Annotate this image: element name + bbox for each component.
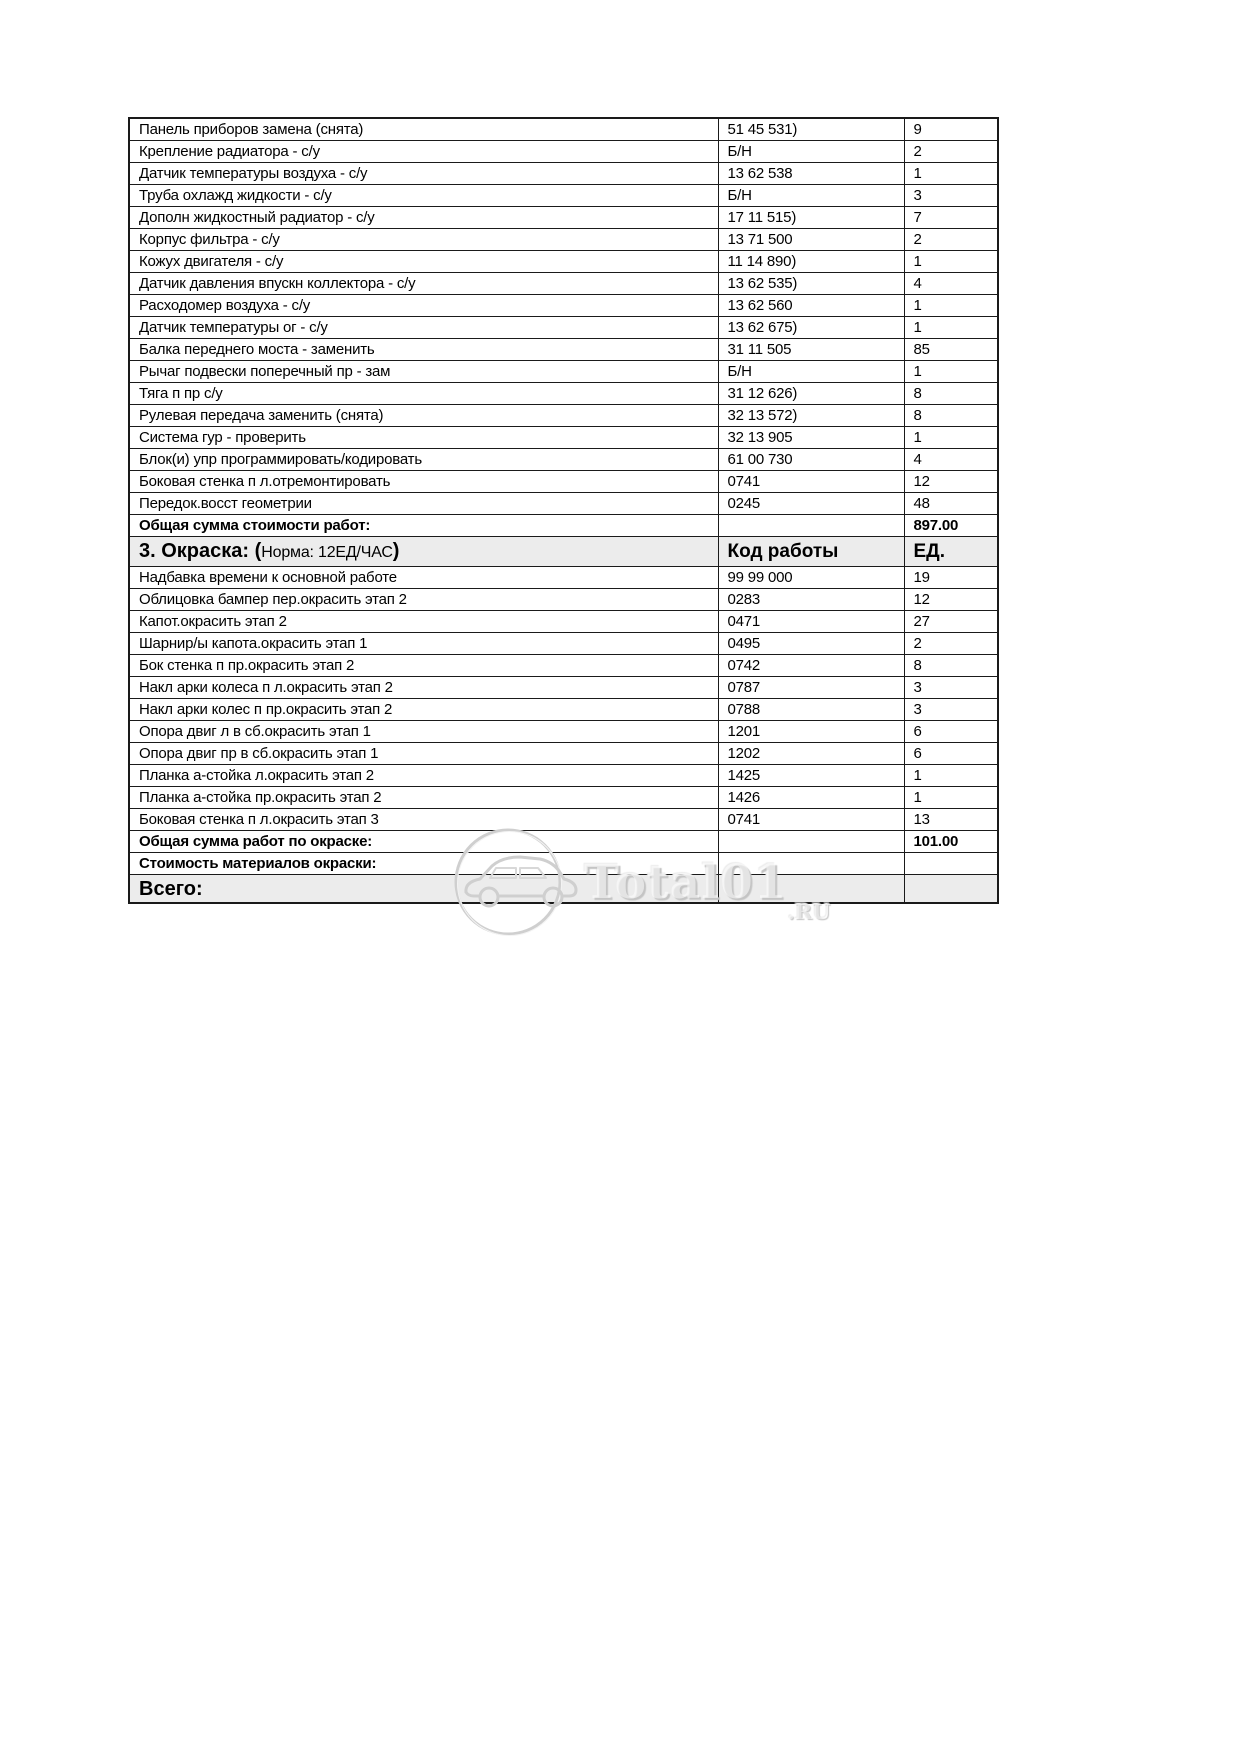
- units-cell: 1: [904, 361, 998, 383]
- work-item-row: [129, 589, 998, 611]
- units-cell: 2: [904, 229, 998, 251]
- units-cell: 27: [904, 611, 998, 633]
- work-item-row: [129, 251, 998, 273]
- work-code-cell: Код работы: [718, 537, 904, 567]
- work-code-cell: 13 62 535): [718, 273, 904, 295]
- units-cell: 2: [904, 633, 998, 655]
- work-item-row: [129, 699, 998, 721]
- work-code-cell: 0741: [718, 471, 904, 493]
- work-label-cell: Шарнир/ы капота.окрасить этап 1: [129, 633, 718, 655]
- work-code-cell: 0742: [718, 655, 904, 677]
- work-item-row: [129, 721, 998, 743]
- units-cell: 4: [904, 273, 998, 295]
- work-label-cell: Тяга п пр с/у: [129, 383, 718, 405]
- work-code-cell: 99 99 000: [718, 567, 904, 589]
- work-label-cell: Расходомер воздуха - с/у: [129, 295, 718, 317]
- watermark-suffix: .RU: [787, 899, 831, 924]
- section-title-close: ): [392, 539, 400, 562]
- work-code-cell: 0741: [718, 809, 904, 831]
- work-item-row: [129, 611, 998, 633]
- section-title-bold: 3. Окраска: (: [139, 539, 262, 562]
- work-item-row: [129, 273, 998, 295]
- work-code-cell: 0283: [718, 589, 904, 611]
- work-code-cell: 0245: [718, 493, 904, 515]
- work-label-cell: Боковая стенка п л.окрасить этап 3: [129, 809, 718, 831]
- summary-row: [129, 515, 998, 537]
- work-label-cell: Облицовка бампер пер.окрасить этап 2: [129, 589, 718, 611]
- work-item-row: [129, 449, 998, 471]
- units-cell: 8: [904, 383, 998, 405]
- units-cell: 9: [904, 118, 998, 141]
- work-code-cell: 1201: [718, 721, 904, 743]
- units-cell: ЕД.: [904, 537, 998, 567]
- work-code-cell: 1426: [718, 787, 904, 809]
- work-label-cell: Опора двиг пр в сб.окрасить этап 1: [129, 743, 718, 765]
- grand-total-row: [129, 875, 998, 904]
- work-code-cell: 13 71 500: [718, 229, 904, 251]
- work-label-cell: Накл арки колес п пр.окрасить этап 2: [129, 699, 718, 721]
- units-cell: 1: [904, 251, 998, 273]
- work-label-cell: Всего:: [129, 875, 718, 904]
- units-cell: 4: [904, 449, 998, 471]
- units-cell: [904, 875, 998, 904]
- units-cell: 2: [904, 141, 998, 163]
- work-label-cell: Рычаг подвески поперечный пр - зам: [129, 361, 718, 383]
- section-header-row: [129, 537, 998, 567]
- work-label-cell: Планка а-стойка пр.окрасить этап 2: [129, 787, 718, 809]
- work-item-row: [129, 633, 998, 655]
- work-label-cell: Труба охлажд жидкости - с/у: [129, 185, 718, 207]
- summary-row: [129, 831, 998, 853]
- work-label-cell: Кожух двигателя - с/у: [129, 251, 718, 273]
- work-item-row: [129, 405, 998, 427]
- units-cell: 12: [904, 471, 998, 493]
- work-code-cell: 0495: [718, 633, 904, 655]
- units-cell: 3: [904, 699, 998, 721]
- work-label-cell: Дополн жидкостный радиатор - с/у: [129, 207, 718, 229]
- units-cell: 8: [904, 405, 998, 427]
- work-item-row: [129, 655, 998, 677]
- units-cell: 13: [904, 809, 998, 831]
- work-label-cell: Накл арки колеса п л.окрасить этап 2: [129, 677, 718, 699]
- work-code-cell: [718, 853, 904, 875]
- estimate-table-body: [129, 118, 998, 903]
- work-label-cell: Передок.восст геометрии: [129, 493, 718, 515]
- work-code-cell: [718, 515, 904, 537]
- work-label-cell: Надбавка времени к основной работе: [129, 567, 718, 589]
- summary-row: [129, 853, 998, 875]
- units-cell: 1: [904, 295, 998, 317]
- watermark-text: Total01: [584, 854, 788, 910]
- units-cell: 1: [904, 317, 998, 339]
- work-code-cell: [718, 875, 904, 904]
- work-item-row: [129, 163, 998, 185]
- work-item-row: [129, 493, 998, 515]
- work-code-cell: 11 14 890): [718, 251, 904, 273]
- work-item-row: [129, 295, 998, 317]
- work-label-cell: Датчик температуры воздуха - с/у: [129, 163, 718, 185]
- work-item-row: [129, 185, 998, 207]
- work-code-cell: 13 62 675): [718, 317, 904, 339]
- work-code-cell: 31 12 626): [718, 383, 904, 405]
- work-code-cell: 13 62 538: [718, 163, 904, 185]
- work-code-cell: 13 62 560: [718, 295, 904, 317]
- work-item-row: [129, 383, 998, 405]
- units-cell: 101.00: [904, 831, 998, 853]
- work-code-cell: 17 11 515): [718, 207, 904, 229]
- units-cell: 12: [904, 589, 998, 611]
- work-item-row: [129, 743, 998, 765]
- work-item-row: [129, 229, 998, 251]
- work-label-cell: Блок(и) упр программировать/кодировать: [129, 449, 718, 471]
- units-cell: 7: [904, 207, 998, 229]
- units-cell: 1: [904, 765, 998, 787]
- units-cell: 1: [904, 787, 998, 809]
- work-code-cell: 0471: [718, 611, 904, 633]
- work-label-cell: Планка а-стойка л.окрасить этап 2: [129, 765, 718, 787]
- units-cell: 3: [904, 677, 998, 699]
- work-item-row: [129, 141, 998, 163]
- units-cell: [904, 853, 998, 875]
- work-label-cell: Система гур - проверить: [129, 427, 718, 449]
- work-code-cell: 1425: [718, 765, 904, 787]
- work-code-cell: Б/Н: [718, 141, 904, 163]
- work-item-row: [129, 207, 998, 229]
- units-cell: 1: [904, 163, 998, 185]
- section-title-norm: Норма: 12ЕД/ЧАС: [261, 543, 393, 561]
- work-label-cell: Общая сумма работ по окраске:: [129, 831, 718, 853]
- work-code-cell: Б/Н: [718, 185, 904, 207]
- work-item-row: [129, 677, 998, 699]
- work-label-cell: Корпус фильтра - с/у: [129, 229, 718, 251]
- work-label-cell: Стоимость материалов окраски:: [129, 853, 718, 875]
- work-item-row: [129, 765, 998, 787]
- work-code-cell: 32 13 572): [718, 405, 904, 427]
- work-code-cell: 32 13 905: [718, 427, 904, 449]
- work-label-cell: Датчик давления впускн коллектора - с/у: [129, 273, 718, 295]
- units-cell: 19: [904, 567, 998, 589]
- work-label-cell: Панель приборов замена (снята): [129, 118, 718, 141]
- units-cell: 897.00: [904, 515, 998, 537]
- work-code-cell: 51 45 531): [718, 118, 904, 141]
- work-code-cell: 0788: [718, 699, 904, 721]
- work-label-cell: Крепление радиатора - с/у: [129, 141, 718, 163]
- work-item-row: [129, 567, 998, 589]
- work-item-row: [129, 787, 998, 809]
- work-label-cell: Рулевая передача заменить (снята): [129, 405, 718, 427]
- work-item-row: [129, 339, 998, 361]
- work-item-row: [129, 471, 998, 493]
- work-item-row: [129, 118, 998, 141]
- work-label-cell: Бок стенка п пр.окрасить этап 2: [129, 655, 718, 677]
- work-label-cell: Датчик температуры ог - с/у: [129, 317, 718, 339]
- work-item-row: [129, 317, 998, 339]
- units-cell: 1: [904, 427, 998, 449]
- work-code-cell: 1202: [718, 743, 904, 765]
- work-code-cell: Б/Н: [718, 361, 904, 383]
- work-code-cell: 31 11 505: [718, 339, 904, 361]
- repair-estimate-table: [128, 117, 999, 904]
- units-cell: 3: [904, 185, 998, 207]
- work-label-cell: Общая сумма стоимости работ:: [129, 515, 718, 537]
- work-label-cell: [129, 537, 718, 567]
- work-item-row: [129, 427, 998, 449]
- units-cell: 48: [904, 493, 998, 515]
- units-cell: 6: [904, 743, 998, 765]
- units-cell: 6: [904, 721, 998, 743]
- work-item-row: [129, 361, 998, 383]
- work-label-cell: Капот.окрасить этап 2: [129, 611, 718, 633]
- work-code-cell: 0787: [718, 677, 904, 699]
- units-cell: 8: [904, 655, 998, 677]
- work-code-cell: 61 00 730: [718, 449, 904, 471]
- work-item-row: [129, 809, 998, 831]
- work-label-cell: Балка переднего моста - заменить: [129, 339, 718, 361]
- units-cell: 85: [904, 339, 998, 361]
- work-label-cell: Боковая стенка п л.отремонтировать: [129, 471, 718, 493]
- work-label-cell: Опора двиг л в сб.окрасить этап 1: [129, 721, 718, 743]
- work-code-cell: [718, 831, 904, 853]
